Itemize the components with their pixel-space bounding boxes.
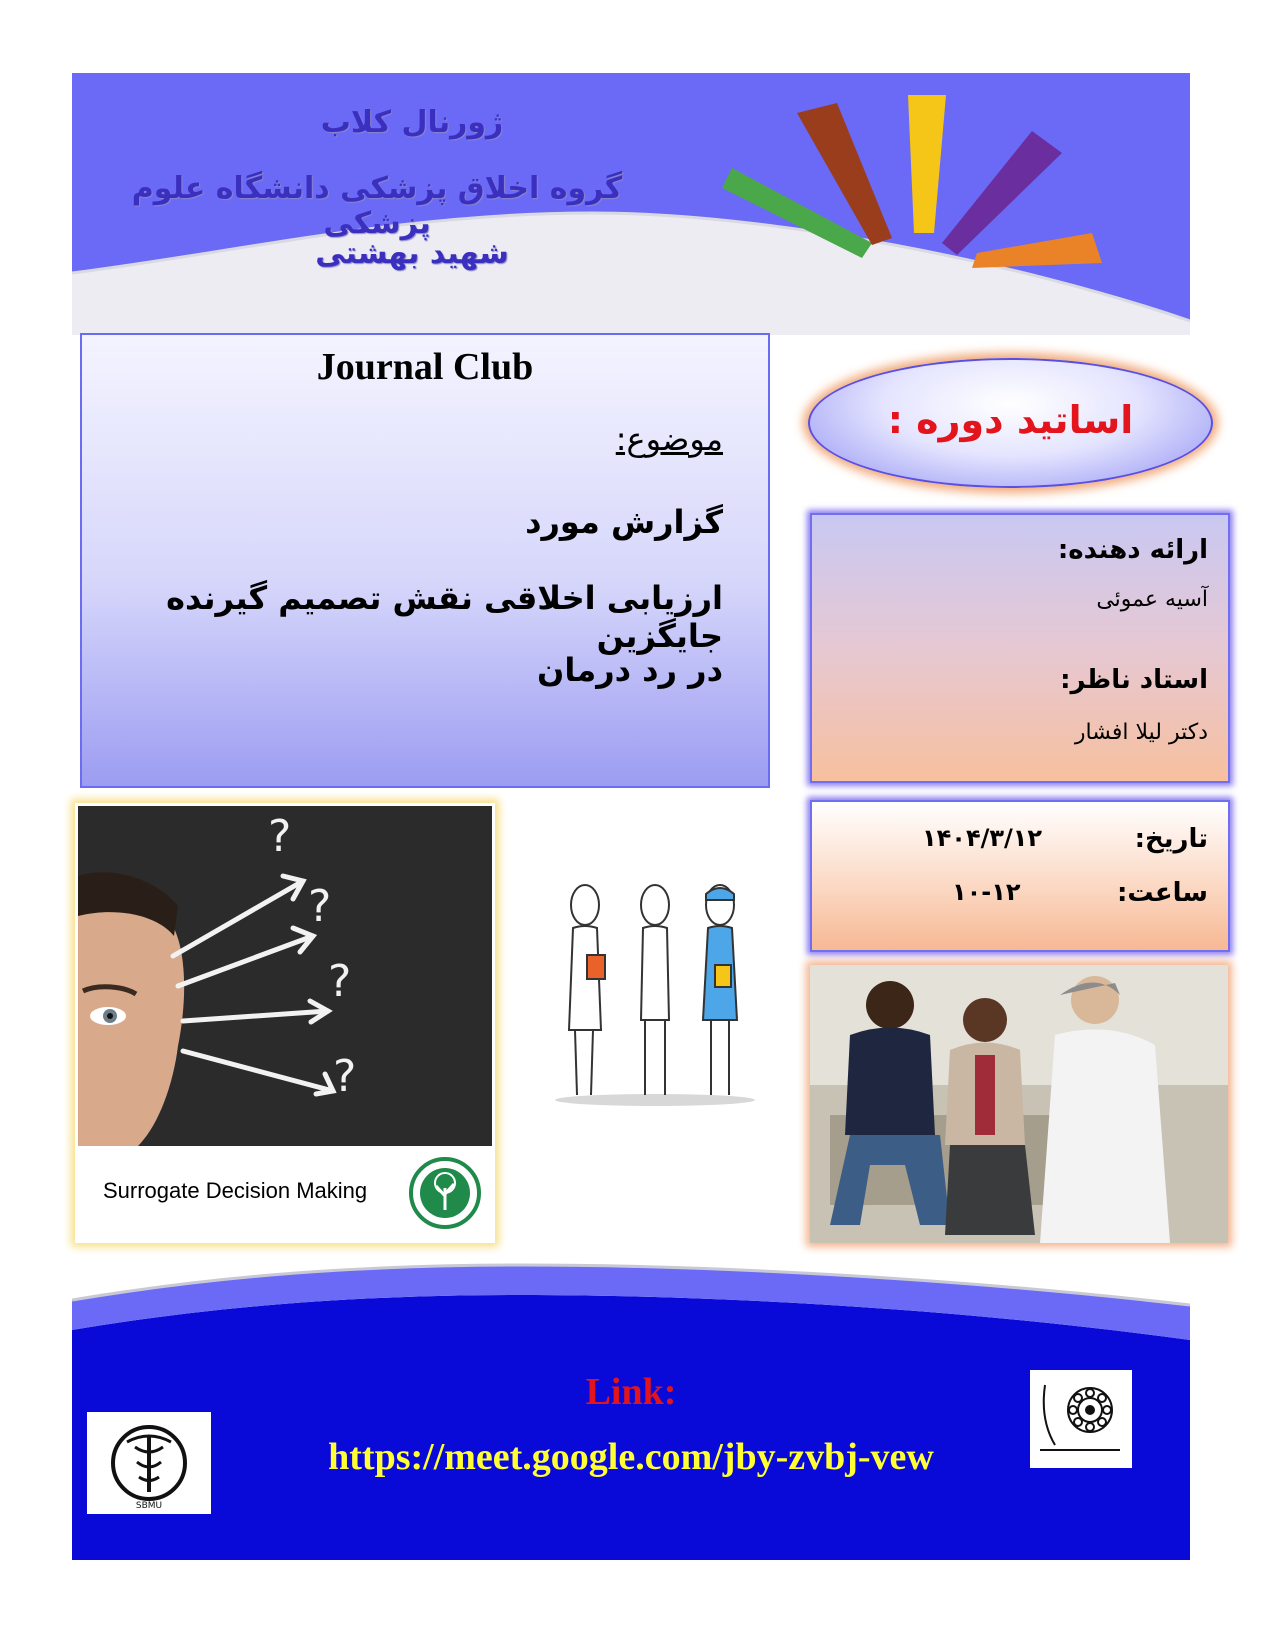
university-seal-icon (1030, 1370, 1132, 1468)
supervisor-label: استاد ناظر: (1060, 665, 1208, 695)
presenter-box (810, 513, 1230, 783)
link-label: Link: (585, 1371, 677, 1413)
header-banner (72, 73, 1190, 335)
topic-line-1: گزارش مورد (525, 503, 723, 541)
footer-banner (72, 1255, 1190, 1560)
presenter-name: آسیه عموئی (1096, 587, 1208, 612)
meeting-link[interactable]: https://meet.google.com/jby-zvbj-vew (328, 1436, 934, 1478)
topic-label: موضوع: (615, 420, 723, 458)
time-label: ساعت: (1116, 878, 1208, 908)
surrogate-caption: Surrogate Decision Making (103, 1178, 368, 1203)
holistic-aging-logo (408, 1156, 482, 1230)
surrogate-decision-image (75, 803, 495, 1243)
left-logo-sub: SBMU (135, 1501, 163, 1511)
patient-consultation-icon (810, 965, 1228, 1243)
consultation-photo (810, 965, 1228, 1243)
topic-line-2: ارزیابی اخلاقی نقش تصمیم گیرنده جایگزین (166, 579, 723, 655)
header-line-2: گروه اخلاق پزشکی دانشگاه علوم پزشکی (131, 171, 623, 241)
instructors-heading: اساتید دوره : (887, 398, 1134, 442)
university-logo (1030, 1370, 1132, 1468)
topic-title: Journal Club (316, 346, 534, 388)
chalkboard-illustration (78, 806, 492, 1146)
healthcare-team-illustration (545, 880, 765, 1110)
time-value: ۱۰-۱۲ (952, 878, 1021, 906)
schedule-box (810, 800, 1230, 952)
three-figures-icon (545, 880, 765, 1110)
svg-text:?: ? (328, 956, 352, 1007)
caduceus-icon (87, 1412, 211, 1514)
header-line-3: شهید بهشتی (315, 236, 509, 271)
presenter-label: ارائه دهنده: (1057, 535, 1208, 565)
date-value: ۱۴۰۴/۳/۱۲ (922, 824, 1043, 852)
supervisor-name: دکتر لیلا افشار (1074, 720, 1208, 745)
svg-text:?: ? (333, 1051, 357, 1102)
date-label: تاریخ: (1134, 824, 1208, 854)
svg-text:?: ? (268, 811, 292, 862)
svg-text:?: ? (308, 881, 332, 932)
topic-box (80, 333, 770, 788)
medical-ethics-logo (87, 1412, 211, 1514)
header-line-1: ژورنال کلاب (320, 105, 504, 140)
face-and-arrows-icon (78, 806, 492, 1146)
topic-line-3: در رد درمان (537, 651, 723, 689)
instructors-heading-ellipse (808, 358, 1213, 488)
